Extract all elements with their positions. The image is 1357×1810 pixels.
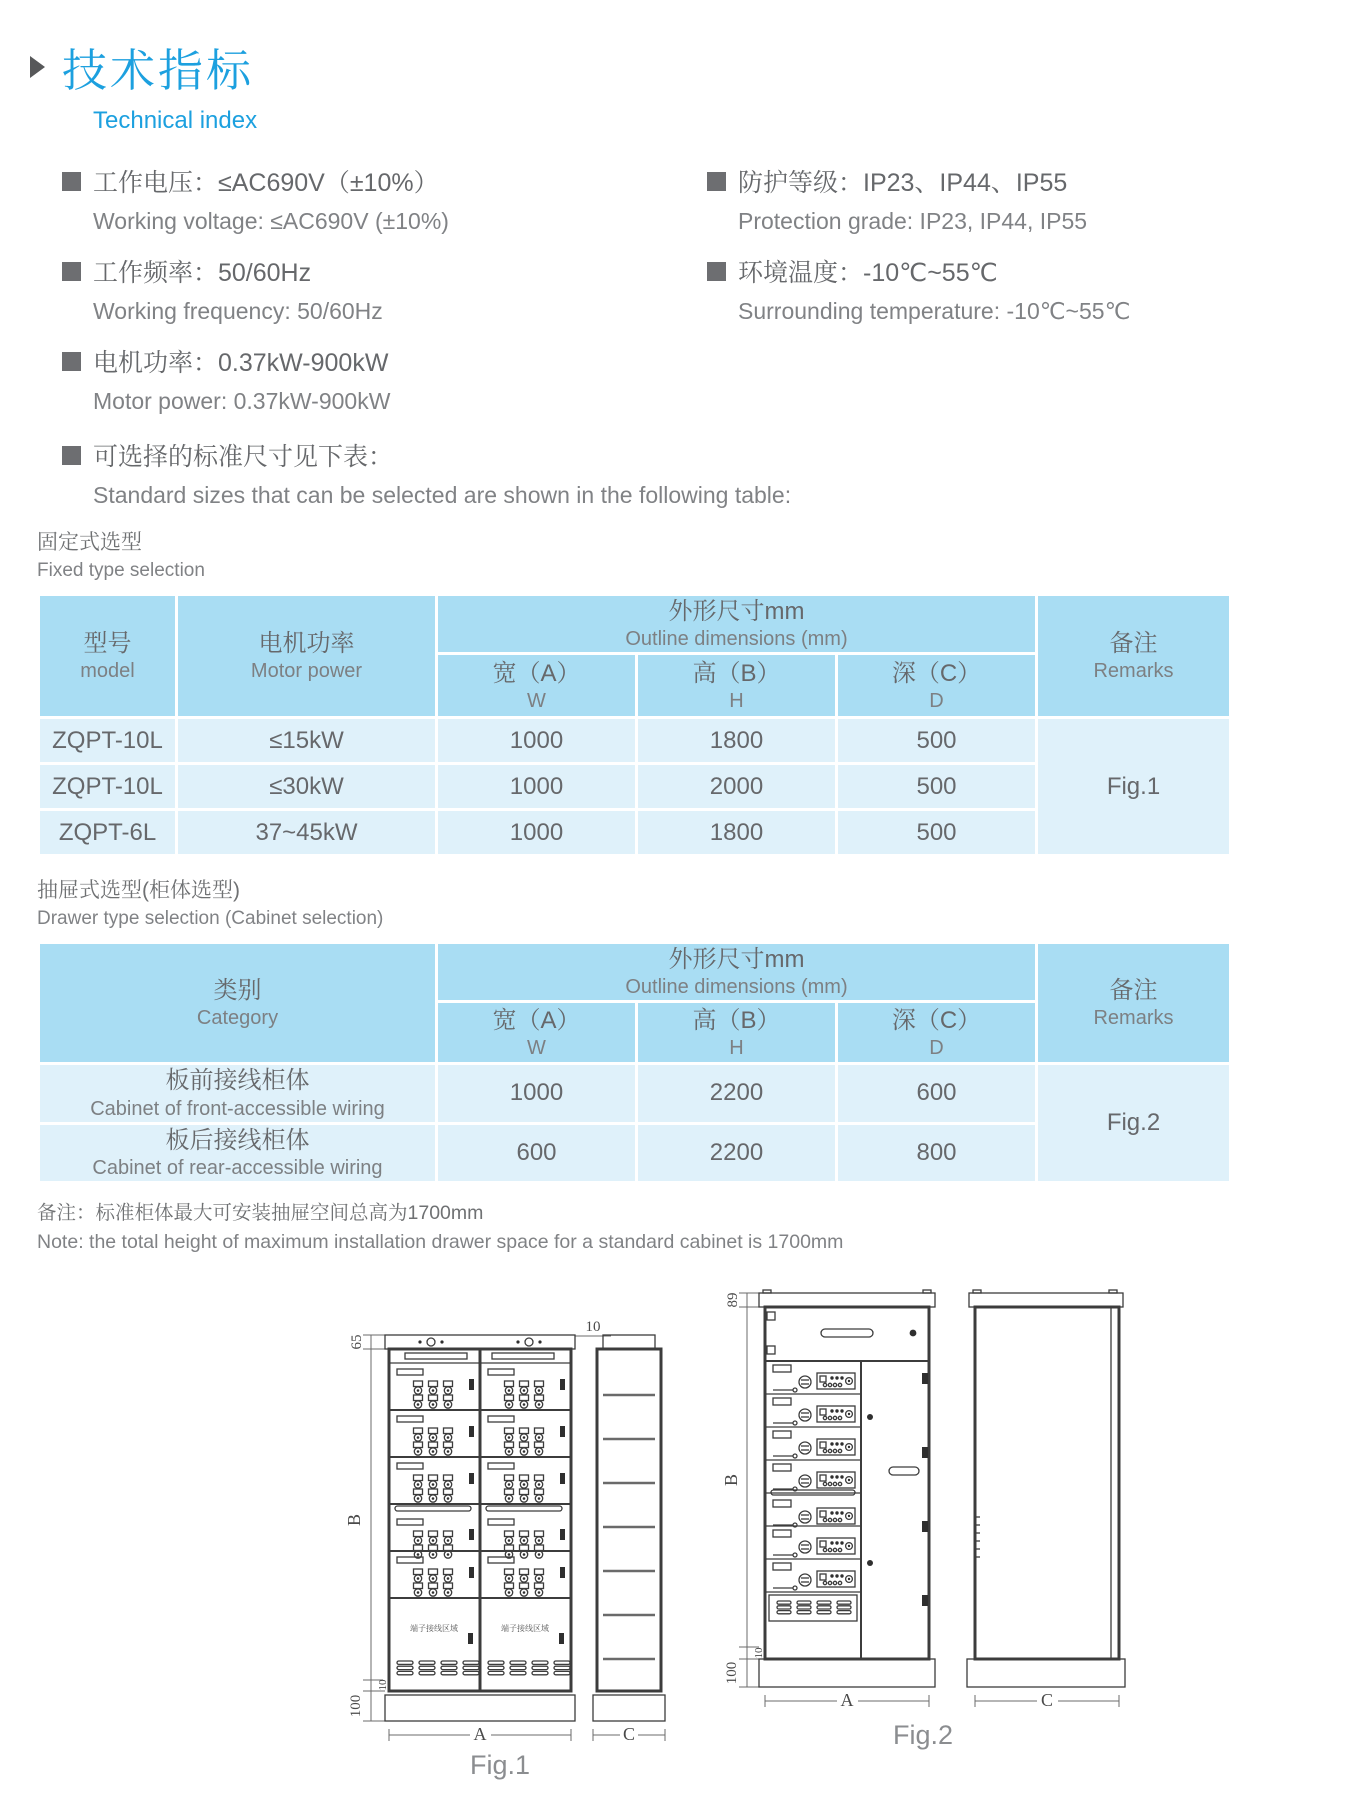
fig2-side-view	[967, 1290, 1125, 1687]
bullet-square-icon	[62, 352, 81, 371]
header-zh: 备注	[1109, 629, 1158, 657]
header-zh: 外形尺寸mm	[668, 946, 805, 974]
page-header	[0, 0, 1357, 135]
cell-depth: 600	[837, 1064, 1037, 1123]
cell-category	[39, 1064, 437, 1123]
fig1-caption: Fig.1	[469, 1750, 531, 1781]
col-header-height	[637, 654, 837, 718]
header-en: H	[729, 1036, 744, 1059]
fig1-dim-C: C	[622, 1724, 636, 1745]
fig1-dim-65: 65	[349, 1334, 365, 1350]
drawer-selection-table	[37, 941, 1232, 1184]
fig1-front-view	[385, 1335, 575, 1721]
drawer-table-title-en: Drawer type selection (Cabinet selection)	[37, 908, 384, 930]
col-header-height	[637, 1002, 837, 1064]
cell-height: 2000	[637, 764, 837, 810]
spec-item-temperature	[707, 253, 1357, 325]
cell-power: 37~45kW	[177, 810, 437, 856]
fig2-dimension-lines	[721, 1293, 765, 1688]
cell-model: ZQPT-10L	[39, 764, 177, 810]
cell-height: 2200	[637, 1123, 837, 1182]
cell-height: 1800	[637, 810, 837, 856]
col-header-motor-power	[177, 594, 437, 717]
cell-power: ≤30kW	[177, 764, 437, 810]
figure-1	[325, 1295, 675, 1781]
cell-depth: 800	[837, 1123, 1037, 1182]
fig1-dim-B: B	[344, 1514, 364, 1527]
header-en: Remarks	[1093, 660, 1174, 683]
cell-remark: Fig.2	[1037, 1064, 1231, 1182]
spec-en-text: Motor power: 0.37kW-900kW	[93, 388, 391, 414]
spec-en-text: Surrounding temperature: -10℃~55℃	[738, 298, 1131, 324]
spec-zh-text: 可选择的标准尺寸见下表：	[93, 443, 394, 471]
cell-width: 600	[437, 1123, 637, 1182]
header-zh: 宽（A）	[492, 659, 581, 687]
table-row	[39, 1064, 1231, 1123]
spec-list	[62, 163, 1357, 433]
cell-model: ZQPT-10L	[39, 718, 177, 764]
fig2-dim-10: 10	[753, 1647, 765, 1659]
header-zh: 高（B）	[692, 659, 781, 687]
header-en: Motor power	[250, 660, 363, 683]
footnote-en: Note: the total height of maximum installation drawer space for a standard cabinet is 1700mm	[37, 1230, 844, 1253]
bullet-square-icon	[62, 262, 81, 281]
spec-item-motor-power	[62, 343, 707, 415]
cell-depth: 500	[837, 810, 1037, 856]
fixed-table-title-zh: 固定式选型	[37, 531, 142, 554]
header-en: Outline dimensions (mm)	[625, 976, 848, 999]
fig1-drawing	[325, 1295, 675, 1745]
fig1-terminal-area-label: 端子接线区域	[410, 1624, 458, 1634]
header-zh: 备注	[1109, 977, 1158, 1005]
footnote-zh: 备注：标准柜体最大可安装抽屉空间总高为1700mm	[37, 1201, 484, 1224]
spec-en-text: Working voltage: ≤AC690V (±10%)	[93, 208, 449, 234]
fixed-selection-table	[37, 593, 1232, 857]
fig1-terminal-area-label: 端子接线区域	[501, 1624, 549, 1634]
page-title: 技术指标	[62, 45, 255, 96]
header-zh: 型号	[83, 629, 132, 657]
header-zh: 电机功率	[258, 629, 355, 657]
header-en: H	[729, 689, 744, 712]
fig2-dim-89: 89	[725, 1292, 741, 1308]
header-en: D	[929, 1036, 944, 1059]
header-en: W	[527, 689, 546, 712]
col-header-remarks	[1037, 943, 1231, 1064]
spec-item-protection	[707, 163, 1357, 235]
col-header-model	[39, 594, 177, 717]
fig2-dim-100: 100	[724, 1661, 740, 1685]
table-footnote	[37, 1199, 1357, 1258]
cell-depth: 500	[837, 764, 1037, 810]
header-zh: 类别	[213, 977, 262, 1005]
bullet-square-icon	[707, 172, 726, 191]
cell-remark: Fig.1	[1037, 718, 1231, 856]
spec-zh-text: 电机功率：0.37kW-900kW	[93, 349, 389, 377]
figure-2	[703, 1265, 1143, 1751]
header-zh: 宽（A）	[492, 1006, 581, 1034]
fig2-width-dimension	[765, 1690, 1119, 1710]
cell-width: 1000	[437, 764, 637, 810]
header-zh: 外形尺寸mm	[668, 597, 805, 625]
table-row	[39, 718, 1231, 764]
header-en: Category	[196, 1007, 279, 1030]
spec-column-right	[707, 163, 1357, 433]
col-header-category	[39, 943, 437, 1064]
cell-model: ZQPT-6L	[39, 810, 177, 856]
fig2-dim-C: C	[1040, 1690, 1054, 1711]
header-en: Outline dimensions (mm)	[625, 628, 848, 651]
drawer-table-title	[37, 877, 1357, 932]
fig2-front-view	[759, 1290, 935, 1687]
fig1-dim-10: 10	[377, 1679, 389, 1691]
header-zh: 高（B）	[692, 1006, 781, 1034]
col-header-width	[437, 654, 637, 718]
page-subtitle: Technical index	[93, 107, 258, 134]
header-en: model	[80, 660, 135, 683]
col-header-width	[437, 1002, 637, 1064]
section-arrow-icon	[30, 56, 45, 78]
col-header-outline-dims	[437, 594, 1037, 653]
col-header-outline-dims	[437, 943, 1037, 1002]
fig2-caption: Fig.2	[892, 1720, 954, 1751]
drawer-table-title-zh: 抽屉式选型(柜体选型)	[37, 879, 240, 903]
bullet-square-icon	[62, 172, 81, 191]
spec-zh-text: 防护等级：IP23、IP44、IP55	[738, 169, 1068, 197]
header-en: D	[929, 689, 944, 712]
fig2-dim-B: B	[721, 1474, 741, 1487]
spec-column-left	[62, 163, 707, 433]
bullet-square-icon	[707, 262, 726, 281]
header-zh: 深（C）	[891, 1006, 982, 1034]
cell-height: 1800	[637, 718, 837, 764]
header-zh: 深（C）	[891, 659, 982, 687]
fig2-dim-A: A	[840, 1690, 854, 1711]
spec-en-text: Standard sizes that can be selected are shown in the following table:	[93, 482, 792, 508]
spec-en-text: Working frequency: 50/60Hz	[93, 298, 383, 324]
category-en: Cabinet of front-accessible wiring	[90, 1097, 385, 1120]
col-header-depth	[837, 1002, 1037, 1064]
cell-width: 1000	[437, 810, 637, 856]
col-header-remarks	[1037, 594, 1231, 717]
bullet-square-icon	[62, 446, 81, 465]
spec-item-voltage	[62, 163, 707, 235]
cell-height: 2200	[637, 1064, 837, 1123]
fixed-table-title-en: Fixed type selection	[37, 560, 205, 582]
category-zh: 板前接线柜体	[165, 1067, 310, 1095]
header-en: Remarks	[1093, 1007, 1174, 1030]
fig2-drawing	[703, 1265, 1143, 1715]
col-header-depth	[837, 654, 1037, 718]
spec-zh-text: 工作频率：50/60Hz	[93, 259, 312, 287]
header-en: W	[527, 1036, 546, 1059]
category-en: Cabinet of rear-accessible wiring	[92, 1156, 383, 1179]
cell-width: 1000	[437, 1064, 637, 1123]
fig1-side-view	[593, 1335, 665, 1721]
spec-zh-text: 工作电压：≤AC690V（±10%）	[93, 169, 439, 197]
cell-width: 1000	[437, 718, 637, 764]
fig1-dim-100: 100	[348, 1694, 364, 1718]
spec-zh-text: 环境温度：-10℃~55℃	[738, 259, 998, 287]
figures-section	[0, 1265, 1357, 1810]
fixed-table-title	[37, 529, 1357, 584]
cell-power: ≤15kW	[177, 718, 437, 764]
fig1-dim-10-top: 10	[585, 1319, 601, 1336]
spec-en-text: Protection grade: IP23, IP44, IP55	[738, 208, 1088, 234]
cell-category	[39, 1123, 437, 1182]
spec-item-table-note	[62, 437, 1357, 509]
fig1-dim-A: A	[473, 1724, 487, 1745]
fig1-width-dimension	[389, 1724, 665, 1744]
spec-item-frequency	[62, 253, 707, 325]
cell-depth: 500	[837, 718, 1037, 764]
category-zh: 板后接线柜体	[165, 1126, 310, 1154]
